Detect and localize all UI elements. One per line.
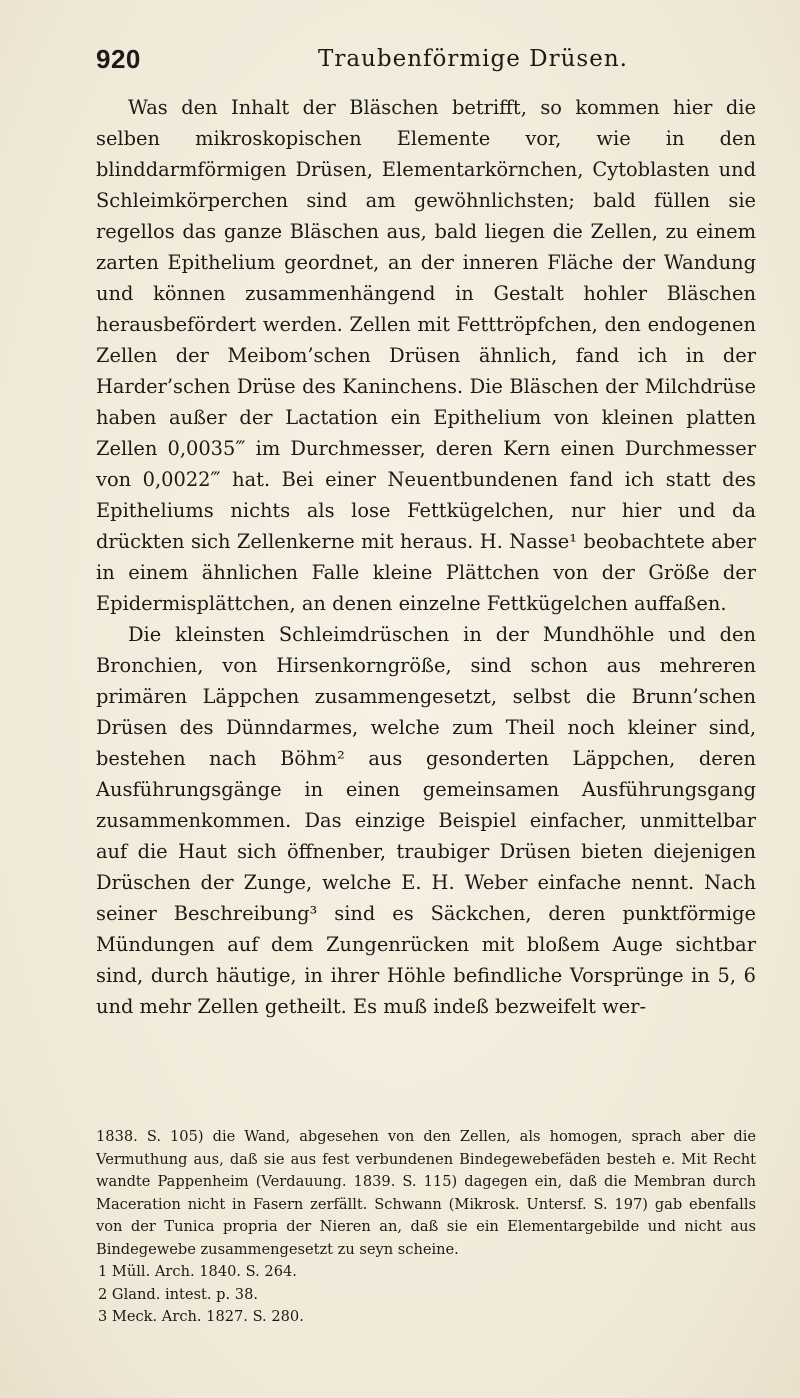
footnote-continuation: 1838. S. 105) die Wand, abgesehen von den Zellen, als homogen, sprach aber die Vermuthung aus, daß sie aus fest verbundenen Bindegewebefäden besteh e. Mit Recht wandte Pappenheim (Verdauung. 1839. S. 115) dagegen ein, daß die Membran durch Maceration nicht in Fasern zerfällt. Schwann (Mikrosk. Untersf. S. 197) gab ebenfalls von der Tunica propria der Nieren an, daß sie ein Elementargebilde und nicht aus Bindegewebe zusammengesetzt zu seyn scheine. [96,1128,756,1258]
page-number: 920 [96,44,141,74]
footnotes [96,1126,756,1329]
footnote-2: 2 Gland. intest. p. 38. [98,1285,258,1303]
paragraph: Was den Inhalt der Bläschen betrifft, so kommen hier die selben mikroskopischen Elemente vor, wie in den blinddarmförmigen Drüsen, Elementarkörnchen, Cytoblasten und Schleimkörperchen sind am gewöhnlichsten; bald füllen sie regellos das ganze Bläschen aus, bald liegen die Zellen, zu einem zarten Epithelium geordnet, an der inneren Fläche der Wandung und können zusammenhängend in Gestalt hohler Bläschen herausbefördert werden. Zellen mit Fetttröpfchen, den endogenen Zellen der Meibom’schen Drüsen ähnlich, fand ich in der Harder’schen Drüse des Kaninchens. Die Bläschen der Milchdrüse haben außer der Lactation ein Epithelium von kleinen platten Zellen 0,0035‴ im Durchmesser, deren Kern einen Durchmesser von 0,0022‴ hat. Bei einer Neuentbundenen fand ich statt des Epitheliums nichts als lose Fettkügelchen, nur hier und da drückten sich Zellenkerne mit heraus. H. Nasse¹ beobachtete aber in einem ähnlichen Falle kleine Plättchen von der Größe der Epidermisplättchen, an denen einzelne Fettkügelchen auffaßen. [96,96,756,615]
paragraph: Die kleinsten Schleimdrüschen in der Mundhöhle und den Bronchien, von Hirsenkorngröße, sind schon aus mehreren primären Läppchen zusammengesetzt, selbst die Brunn’schen Drüsen des Dünndarmes, welche zum Theil noch kleiner sind, bestehen nach Böhm² aus gesonderten Läppchen, deren Ausführungsgänge in einen gemeinsamen Ausführungsgang zusammenkommen. Das einzige Beispiel einfacher, unmittelbar auf die Haut sich öffnenber, traubiger Drüsen bieten diejenigen Drüschen der Zunge, welche E. H. Weber einfache nennt. Nach seiner Beschreibung³ sind es Säckchen, deren punktförmige Mündungen auf dem Zungenrücken mit bloßem Auge sichtbar sind, durch häutige, in ihrer Höhle befindliche Vorsprünge in 5, 6 und mehr Zellen getheilt. Es muß indeß bezweifelt wer- [96,623,756,1018]
running-title: Traubenförmige Drüsen. [318,46,628,72]
main-text [96,92,756,1022]
footnote-1: 1 Müll. Arch. 1840. S. 264. [98,1263,297,1280]
page-header [96,44,760,84]
footnote-3: 3 Meck. Arch. 1827. S. 280. [98,1308,304,1325]
